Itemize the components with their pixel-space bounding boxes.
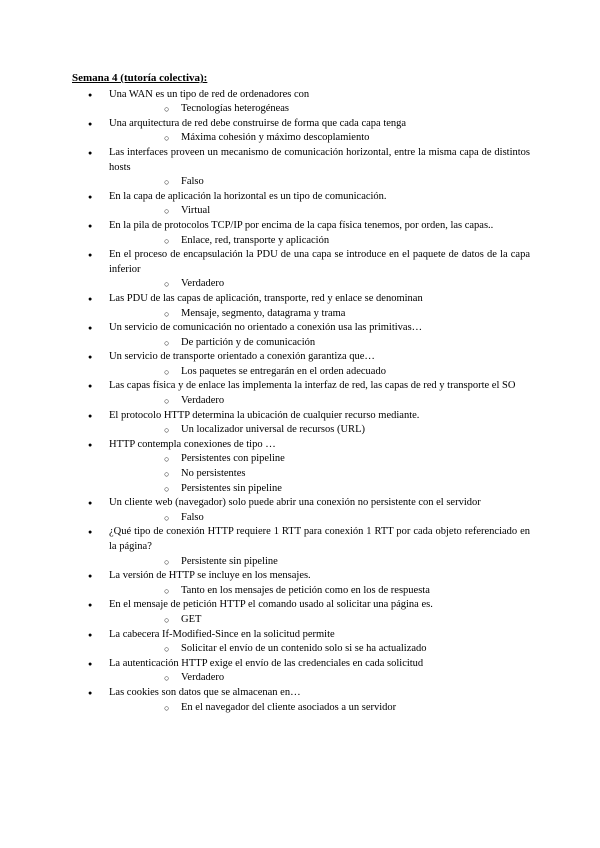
answer-item: ○ Un localizador universal de recursos (URL) — [109, 423, 530, 438]
question-item — [72, 292, 530, 321]
question-item — [72, 409, 530, 438]
answer-item: ○ En el navegador del cliente asociados a un servidor — [109, 701, 530, 716]
answer-item: ○ Enlace, red, transporte y aplicación — [109, 234, 530, 249]
question-text: El protocolo HTTP determina la ubicación de cualquier recurso mediante. — [109, 409, 420, 421]
answer-item: ○ De partición y de comunicación — [109, 336, 530, 351]
question-text: Las interfaces proveen un mecanismo de comunicación horizontal, entre la misma capa de distintos hosts — [109, 146, 530, 173]
question-text: Un servicio de comunicación no orientado a conexión usa las primitivas… — [109, 322, 423, 334]
answer-list — [109, 671, 530, 686]
question-text: Un cliente web (navegador) solo puede abrir una conexión no persistente con el servidor — [109, 497, 481, 509]
question-item — [72, 379, 530, 408]
question-text: En el proceso de encapsulación la PDU de una capa se introduce en el paquete de datos de la capa inferior — [109, 249, 530, 275]
answer-item: ○ Verdadero — [109, 277, 530, 292]
question-item — [72, 628, 530, 657]
answer-list — [109, 394, 530, 409]
answer-item: ○ Persistentes con pipeline — [109, 452, 530, 467]
question-item — [72, 219, 530, 248]
answer-list — [109, 307, 530, 322]
answer-list — [109, 102, 530, 117]
question-item — [72, 88, 530, 117]
question-item — [72, 248, 530, 292]
question-item — [72, 496, 530, 525]
answer-item: ○ Virtual — [109, 204, 530, 219]
answer-list — [109, 642, 530, 657]
answer-list — [109, 365, 530, 380]
answer-item: ○ Verdadero — [109, 394, 530, 409]
question-item — [72, 117, 530, 146]
answer-item: ○ Mensaje, segmento, datagrama y trama — [109, 307, 530, 322]
answer-item: ○ Tecnologías heterogéneas — [109, 102, 530, 117]
answer-list — [109, 452, 530, 496]
question-item — [72, 190, 530, 219]
question-text: En el mensaje de petición HTTP el comando usado al solicitar una página es. — [109, 599, 433, 611]
question-item — [72, 146, 530, 190]
answer-list — [109, 511, 530, 526]
answer-item: ○ Falso — [109, 511, 530, 526]
answer-item: ○ Falso — [109, 175, 530, 190]
question-text: La versión de HTTP se incluye en los mensajes. — [109, 570, 311, 582]
question-list — [72, 88, 530, 716]
question-text: En la pila de protocolos TCP/IP por encima de la capa física tenemos, por orden, las capas.. — [109, 219, 494, 231]
answer-item: ○ Máxima cohesión y máximo descoplamiento — [109, 131, 530, 146]
answer-list — [109, 204, 530, 219]
answer-item: ○ Verdadero — [109, 671, 530, 686]
answer-list — [109, 131, 530, 146]
answer-item: ○ Solicitar el envío de un contenido solo si se ha actualizado — [109, 642, 530, 657]
answer-list — [109, 555, 530, 570]
question-item — [72, 321, 530, 350]
question-item — [72, 598, 530, 627]
answer-item: ○ Persistente sin pipeline — [109, 555, 530, 570]
section-heading: Semana 4 (tutoría colectiva): — [72, 72, 208, 84]
answer-item: ○ Tanto en los mensajes de petición como en los de respuesta — [109, 584, 530, 599]
question-text: Una arquitectura de red debe construirse de forma que cada capa tenga — [109, 117, 407, 129]
question-text: ¿Qué tipo de conexión HTTP requiere 1 RTT para conexión 1 RTT por cada objeto referenciado en la página? — [109, 526, 530, 552]
question-text: Las cookies son datos que se almacenan en… — [109, 686, 301, 698]
question-text: En la capa de aplicación la horizontal es un tipo de comunicación. — [109, 190, 387, 202]
answer-list — [109, 701, 530, 716]
question-text: La autenticación HTTP exige el envío de las credenciales en cada solicitud — [109, 657, 424, 669]
question-text: HTTP contempla conexiones de tipo … — [109, 438, 276, 450]
answer-list — [109, 175, 530, 190]
question-item — [72, 569, 530, 598]
question-text: Un servicio de transporte orientado a conexión garantiza que… — [109, 351, 375, 363]
question-item — [72, 350, 530, 379]
question-text: Una WAN es un tipo de red de ordenadores con — [109, 88, 310, 100]
answer-list — [109, 336, 530, 351]
answer-item: ○ No persistentes — [109, 467, 530, 482]
answer-item: ○ GET — [109, 613, 530, 628]
question-text: Las PDU de las capas de aplicación, transporte, red y enlace se denominan — [109, 292, 423, 304]
answer-item: ○ Persistentes sin pipeline — [109, 482, 530, 497]
answer-list — [109, 613, 530, 628]
question-item — [72, 686, 530, 715]
question-text: Las capas física y de enlace las implementa la interfaz de red, las capas de red y transporte el SO — [109, 380, 516, 392]
question-item — [72, 438, 530, 496]
question-item — [72, 657, 530, 686]
answer-list — [109, 234, 530, 249]
answer-item: ○ Los paquetes se entregarán en el orden adecuado — [109, 365, 530, 380]
question-text: La cabecera If-Modified-Since en la solicitud permite — [109, 628, 335, 640]
answer-list — [109, 423, 530, 438]
answer-list — [109, 584, 530, 599]
answer-list — [109, 277, 530, 292]
question-item — [72, 525, 530, 569]
